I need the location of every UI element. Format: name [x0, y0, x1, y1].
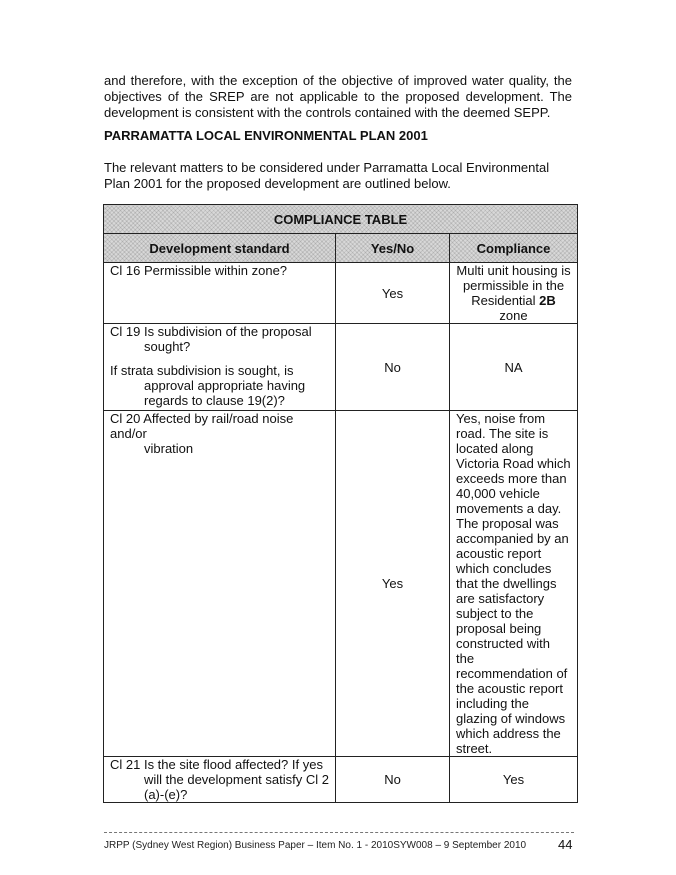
- table-row: [104, 757, 578, 803]
- standard-cell: [104, 324, 336, 411]
- compliance-cell: Yes: [450, 757, 578, 803]
- compliance-text: Multi unit housing is permissible in the Residential: [456, 263, 571, 308]
- table-title-row: [104, 205, 578, 234]
- standard-text-strata-cont: approval appropriate having regards to clause 19(2)?: [144, 378, 306, 408]
- footer-text: JRPP (Sydney West Region) Business Paper – Item No. 1 - 2010SYW008 – 9 September 2010: [104, 840, 527, 851]
- compliance-cell: [450, 263, 578, 324]
- standard-cell: [104, 411, 336, 757]
- standard-text: Cl 19 Is subdivision of the proposal: [110, 324, 312, 339]
- standard-text: Cl 16 Permissible within zone?: [110, 263, 288, 278]
- intro-paragraph: and therefore, with the exception of the objective of improved water quality, the objectives of the SREP are not applicable to the proposed development. The development is consistent with the controls contained with the deemed SEPP.: [104, 73, 572, 120]
- table-header-row: [104, 234, 578, 263]
- compliance-table: [103, 204, 578, 803]
- table-row: [104, 411, 578, 757]
- column-header-yesno: Yes/No: [336, 234, 450, 263]
- column-header-compliance: Compliance: [450, 234, 578, 263]
- standard-text: Cl 20 Affected by rail/road noise and/or: [110, 411, 294, 441]
- standard-text: Cl 21 Is the site flood affected? If yes: [110, 757, 323, 772]
- footer-divider: [104, 832, 574, 833]
- compliance-cell: NA: [450, 324, 578, 411]
- compliance-cell: Yes, noise from road. The site is located along Victoria Road which exceeds more than 40,000 vehicle movements a day. The proposal was accompanied by an acoustic report which concludes that the dwellings are satisfactory subject to the proposal being constructed with the recommendation of the acoustic report including the glazing of windows which address the street.: [450, 411, 578, 757]
- table-row: [104, 324, 578, 411]
- compliance-text-end: zone: [499, 308, 528, 323]
- table-row: [104, 263, 578, 324]
- page-number: 44: [558, 837, 573, 852]
- yesno-cell: Yes: [336, 411, 450, 757]
- yesno-cell: Yes: [336, 263, 450, 324]
- standard-text-cont: vibration: [144, 441, 194, 456]
- table-title: COMPLIANCE TABLE: [104, 205, 578, 234]
- column-header-standard: Development standard: [104, 234, 336, 263]
- yesno-cell: No: [336, 324, 450, 411]
- standard-cell: [104, 263, 336, 324]
- zone-code: 2B: [539, 293, 556, 308]
- context-paragraph: The relevant matters to be considered under Parramatta Local Environmental Plan 2001 for the proposed development are outlined below.: [104, 160, 550, 191]
- standard-text-cont: will the development satisfy Cl 2 (a)-(e)?: [144, 772, 329, 802]
- standard-text-strata: If strata subdivision is sought, is: [110, 363, 294, 378]
- yesno-cell: No: [336, 757, 450, 803]
- standard-text-cont: sought?: [144, 339, 191, 354]
- standard-cell: [104, 757, 336, 803]
- section-heading: PARRAMATTA LOCAL ENVIRONMENTAL PLAN 2001: [104, 128, 428, 143]
